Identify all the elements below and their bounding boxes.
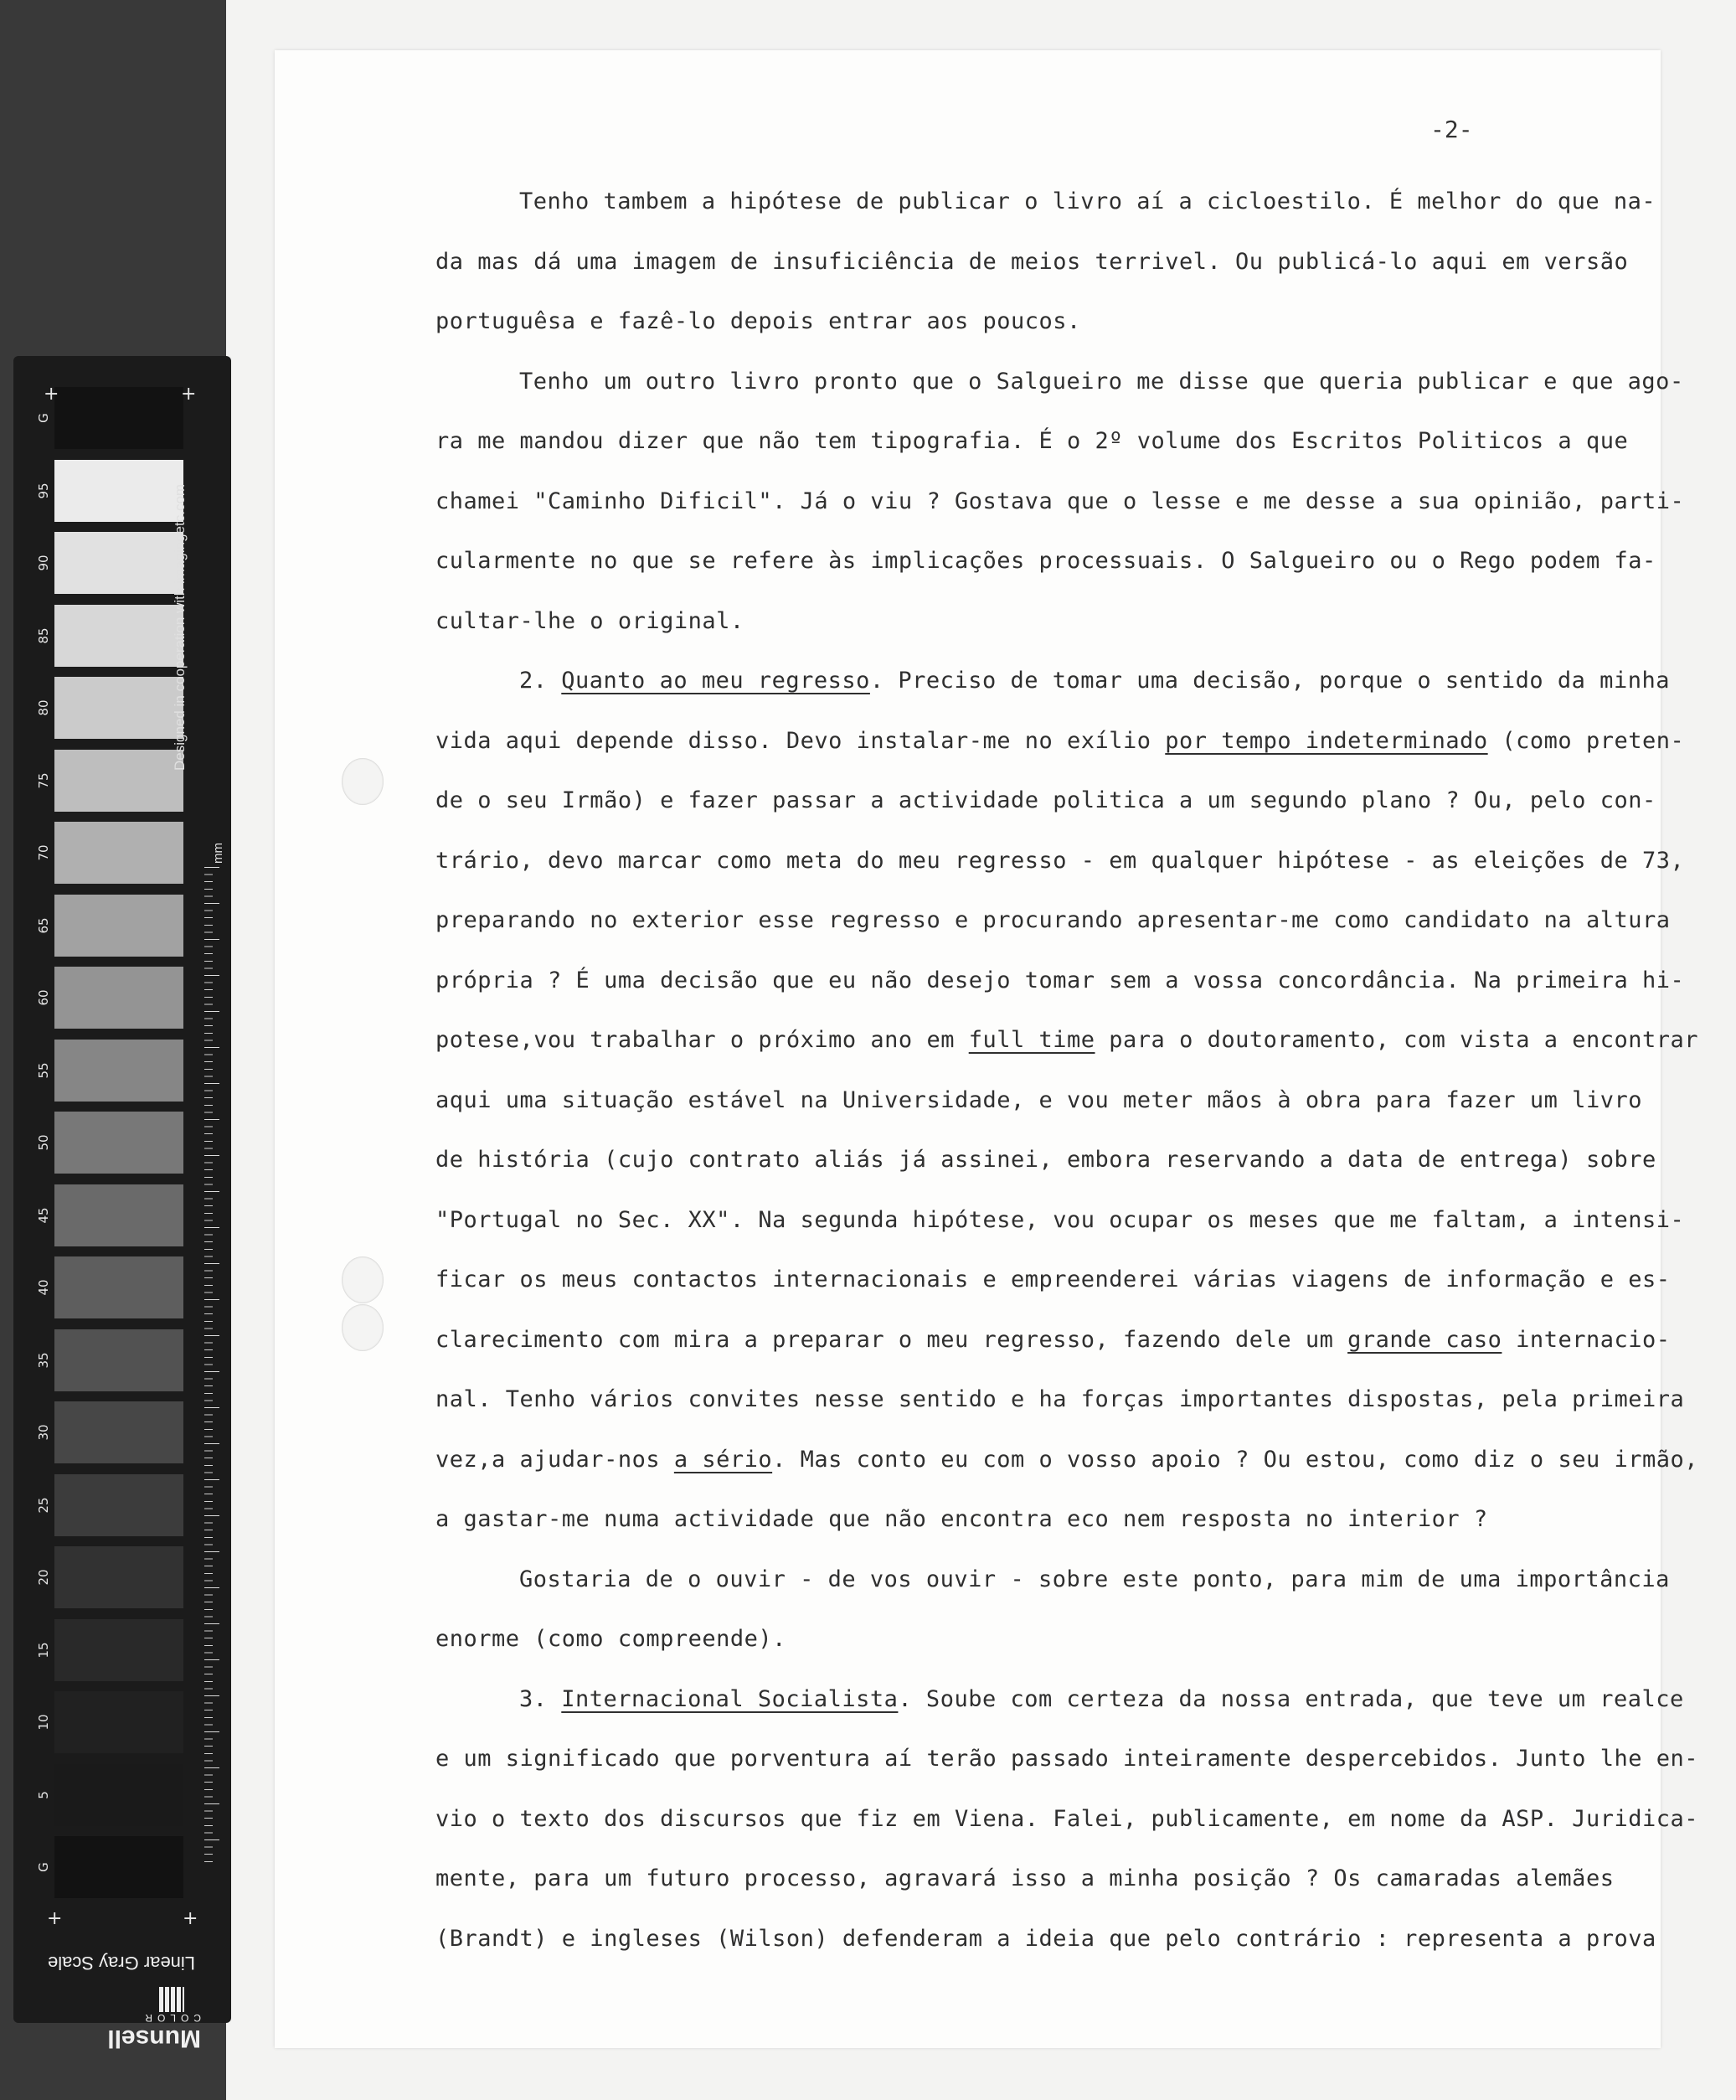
text-line: [435, 651, 1670, 711]
gray-scale-number: 10: [36, 1714, 51, 1731]
gray-patch: [54, 1764, 183, 1826]
gray-patch: [54, 677, 183, 739]
text-line: enorme (como compreende).: [435, 1626, 786, 1652]
text-line: Gostaria de o ouvir - de vos ouvir - sobre este ponto, para mim de uma importância: [519, 1566, 1670, 1592]
plus-mark: +: [44, 384, 59, 405]
gray-scale-number: 75: [36, 771, 51, 789]
gray-patch: [54, 1546, 183, 1608]
gray-patch: [54, 822, 183, 884]
mm-ruler: [204, 867, 228, 1864]
section-number: 3.: [519, 1685, 548, 1712]
page-number: -2-: [1430, 116, 1473, 143]
section-heading: Quanto ao meu regresso: [561, 668, 870, 694]
text-span: potese,vou trabalhar o próximo ano em: [435, 1027, 969, 1053]
gray-scale-number: 85: [36, 627, 51, 644]
punch-hole: [342, 1304, 384, 1351]
gray-scale-number: 80: [36, 699, 51, 716]
gray-scale-number: 30: [36, 1424, 51, 1441]
paragraph-3: [435, 651, 1699, 1550]
text-span: vida aqui depende disso. Devo instalar-me no exílio: [435, 727, 1166, 754]
text-line: mente, para um futuro processo, agravará isso a minha posição ? Os camaradas alemães: [435, 1865, 1615, 1891]
text-line: ra me mandou dizer que não tem tipografia. É o 2º volume dos Escritos Politicos a que: [435, 428, 1629, 454]
brand-name: Munsell: [107, 2025, 201, 2052]
punch-hole: [342, 1256, 384, 1303]
section-number: 2.: [519, 668, 548, 694]
text-line: a gastar-me numa actividade que não encontra eco nem resposta no interior ?: [435, 1506, 1488, 1532]
paragraph-1: [435, 172, 1658, 352]
gray-patch: [54, 1256, 183, 1318]
text-line: cultar-lhe o original.: [435, 607, 744, 634]
ruler-unit-label: mm: [211, 843, 225, 864]
gray-scale-number: 35: [36, 1351, 51, 1369]
letter-body: [435, 172, 1699, 1968]
card-credit: Designed in cooperation with imagingetc.com: [172, 483, 188, 771]
text-line: [435, 1430, 1698, 1490]
gray-scale-number: 15: [36, 1641, 51, 1659]
gray-scale-number: 95: [36, 482, 51, 499]
text-line: [435, 1010, 1699, 1071]
text-line: preparando no exterior esse regresso e procurando apresentar-me como candidato na altura: [435, 907, 1671, 933]
punch-hole: [342, 758, 384, 805]
paragraph-2: [435, 352, 1685, 652]
text-line: chamei "Caminho Dificil". Já o viu ? Gostava que o lesse e me desse a sua opinião, parti-: [435, 488, 1685, 514]
text-line: da mas dá uma imagem de insuficiência de meios terrivel. Ou publicá-lo aqui em versão: [435, 248, 1629, 275]
text-line: vio o texto dos discursos que fiz em Viena. Falei, publicamente, em nome da ASP. Juridica-: [435, 1805, 1698, 1832]
paragraph-5: [435, 1669, 1698, 1969]
text-line: [435, 1310, 1671, 1370]
text-line: nal. Tenho vários convites nesse sentido e ha forças importantes dispostas, pela primeira: [435, 1386, 1685, 1412]
plus-mark: +: [181, 384, 197, 405]
scale-title: Linear Gray Scale: [47, 1953, 196, 1974]
text-line: (Brandt) e ingleses (Wilson) defenderam a ideia que pelo contrário : representa a prova: [435, 1925, 1656, 1952]
gray-scale-number: 20: [36, 1569, 51, 1586]
gray-scale-number: 60: [36, 989, 51, 1006]
text-line: própria ? É uma decisão que eu não desejo tomar sem a vossa concordância. Na primeira hi-: [435, 967, 1685, 993]
gray-patch: [54, 967, 183, 1029]
gray-scale-number: 45: [36, 1206, 51, 1224]
munsell-logo-icon: [159, 1987, 184, 2012]
gray-patch: [54, 1184, 183, 1246]
text-span: . Mas conto eu com o vosso apoio ? Ou estou, como diz o seu irmão,: [772, 1446, 1698, 1473]
text-span: . Soube com certeza da nossa entrada, que teve um realce: [898, 1685, 1684, 1712]
gray-scale-number: 50: [36, 1134, 51, 1151]
text-line: [435, 1669, 1684, 1730]
text-line: trário, devo marcar como meta do meu regresso - em qualquer hipótese - as eleições de 73,: [435, 847, 1685, 874]
text-line: e um significado que porventura aí terão passado inteiramente despercebidos. Junto lhe en-: [435, 1746, 1698, 1772]
brand-sub: COLOR: [140, 2012, 201, 2024]
gray-patch: [54, 460, 183, 522]
gray-patch: [54, 895, 183, 957]
gray-patch: [54, 605, 183, 667]
gray-patch: [54, 1474, 183, 1536]
text-line: Tenho um outro livro pronto que o Salgueiro me disse que queria publicar e que ago-: [519, 368, 1684, 395]
text-span: para o doutoramento, com vista a encontrar: [1095, 1027, 1699, 1053]
gray-patch: [54, 1040, 183, 1102]
text-line: cularmente no que se refere às implicações processuais. O Salgueiro ou o Rego podem fa-: [435, 548, 1656, 574]
underlined-phrase: full time: [968, 1027, 1095, 1053]
gray-scale-number: 90: [36, 555, 51, 571]
text-span: . Preciso de tomar uma decisão, porque o sentido da minha: [869, 668, 1670, 694]
gray-patch: [54, 1619, 183, 1681]
text-line: [435, 711, 1685, 771]
text-line: "Portugal no Sec. XX". Na segunda hipótese, vou ocupar os meses que me faltam, a intensi-: [435, 1206, 1685, 1233]
text-span: (como preten-: [1487, 727, 1685, 754]
gray-patch: [54, 750, 183, 812]
paragraph-4: [435, 1550, 1670, 1669]
gray-scale-number: G: [36, 413, 51, 423]
gray-scale-number: 65: [36, 916, 51, 934]
text-line: de o seu Irmão) e fazer passar a actividade politica a um segundo plano ? Ou, pelo con-: [435, 787, 1656, 813]
plus-mark: +: [183, 1908, 198, 1929]
gray-scale-number: 55: [36, 1061, 51, 1079]
text-span: clarecimento com mira a preparar o meu regresso, fazendo dele um: [435, 1326, 1348, 1353]
text-span: vez,a ajudar-nos: [435, 1446, 674, 1473]
gray-scale-number: 70: [36, 844, 51, 861]
underlined-phrase: grande caso: [1347, 1326, 1502, 1353]
gray-scale-number: 40: [36, 1279, 51, 1296]
gray-patch: [54, 532, 183, 594]
gray-patch: [54, 1401, 183, 1463]
text-line: Tenho tambem a hipótese de publicar o livro aí a cicloestilo. É melhor do que na-: [519, 188, 1656, 214]
section-heading: Internacional Socialista: [561, 1685, 899, 1712]
gray-patch: [54, 1112, 183, 1174]
text-line: de história (cujo contrato aliás já assinei, embora reservando a data de entrega) sobre: [435, 1147, 1656, 1173]
underlined-phrase: por tempo indeterminado: [1165, 727, 1488, 754]
text-line: aqui uma situação estável na Universidade, e vou meter mãos à obra para fazer um livro: [435, 1086, 1642, 1113]
gray-patch: [54, 1691, 183, 1753]
gray-patch: [54, 1836, 183, 1898]
text-span: internacio-: [1502, 1326, 1671, 1353]
underlined-phrase: a sério: [673, 1446, 773, 1473]
gray-patch: [54, 387, 183, 449]
gray-patch: [54, 1329, 183, 1391]
gray-scale-number: 5: [36, 1790, 51, 1799]
gray-scale-number: 25: [36, 1496, 51, 1514]
gray-scale-number: G: [36, 1862, 51, 1872]
plus-mark: +: [47, 1908, 63, 1929]
text-line: portuguêsa e fazê-lo depois entrar aos poucos.: [435, 308, 1081, 334]
text-line: ficar os meus contactos internacionais e empreenderei várias viagens de informação e es-: [435, 1267, 1671, 1293]
